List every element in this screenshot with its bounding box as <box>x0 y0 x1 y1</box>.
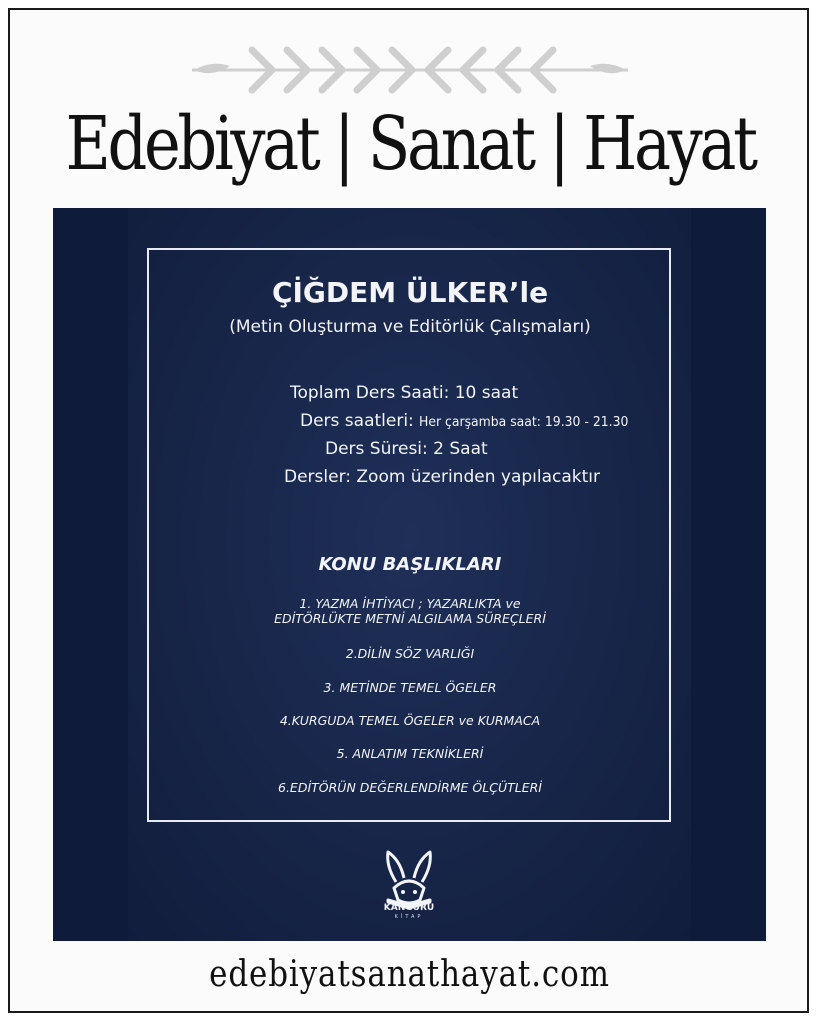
total-hours: Toplam Ders Saati: 10 saat <box>290 383 519 403</box>
publisher-logo-subtitle: KİTAP <box>394 914 424 920</box>
topic-item: 5. ANLATIM TEKNİKLERİ <box>336 746 484 761</box>
schedule-label: Ders saatleri: <box>300 411 414 431</box>
topic-item: 3. METİNDE TEMEL ÖGELER <box>323 680 497 695</box>
website-url[interactable]: edebiyatsanathayat.com <box>209 954 610 995</box>
lesson-duration: Ders Süresi: 2 Saat <box>325 439 488 459</box>
schedule-line <box>300 411 646 431</box>
topic-item: 6.EDİTÖRÜN DEĞERLENDİRME ÖLÇÜTLERİ <box>278 780 542 795</box>
laurel-branch-icon <box>192 44 628 96</box>
instructor-name: ÇİĞDEM ÜLKER’le <box>271 276 549 309</box>
site-title: Edebiyat | Sanat | Hayat <box>65 101 755 187</box>
schedule-value: Her çarşamba saat: 19.30 - 21.30 <box>418 414 629 430</box>
topic-item: 4.KURGUDA TEMEL ÖGELER ve KURMACA <box>279 713 541 728</box>
topics-title: KONU BAŞLIKLARI <box>318 554 502 575</box>
publisher-logo-name: KANGURU <box>383 903 435 913</box>
topic-item: 2.DİLİN SÖZ VARLIĞI <box>345 646 475 661</box>
course-subtitle: (Metin Oluşturma ve Editörlük Çalışmaları) <box>229 317 591 337</box>
lesson-platform: Dersler: Zoom üzerinden yapılacaktır <box>284 467 601 487</box>
topic-item: 1. YAZMA İHTİYACI ; YAZARLIKTA ve <box>299 596 521 611</box>
topic-item: EDİTÖRLÜKTE METNİ ALGILAMA SÜREÇLERİ <box>274 611 546 626</box>
